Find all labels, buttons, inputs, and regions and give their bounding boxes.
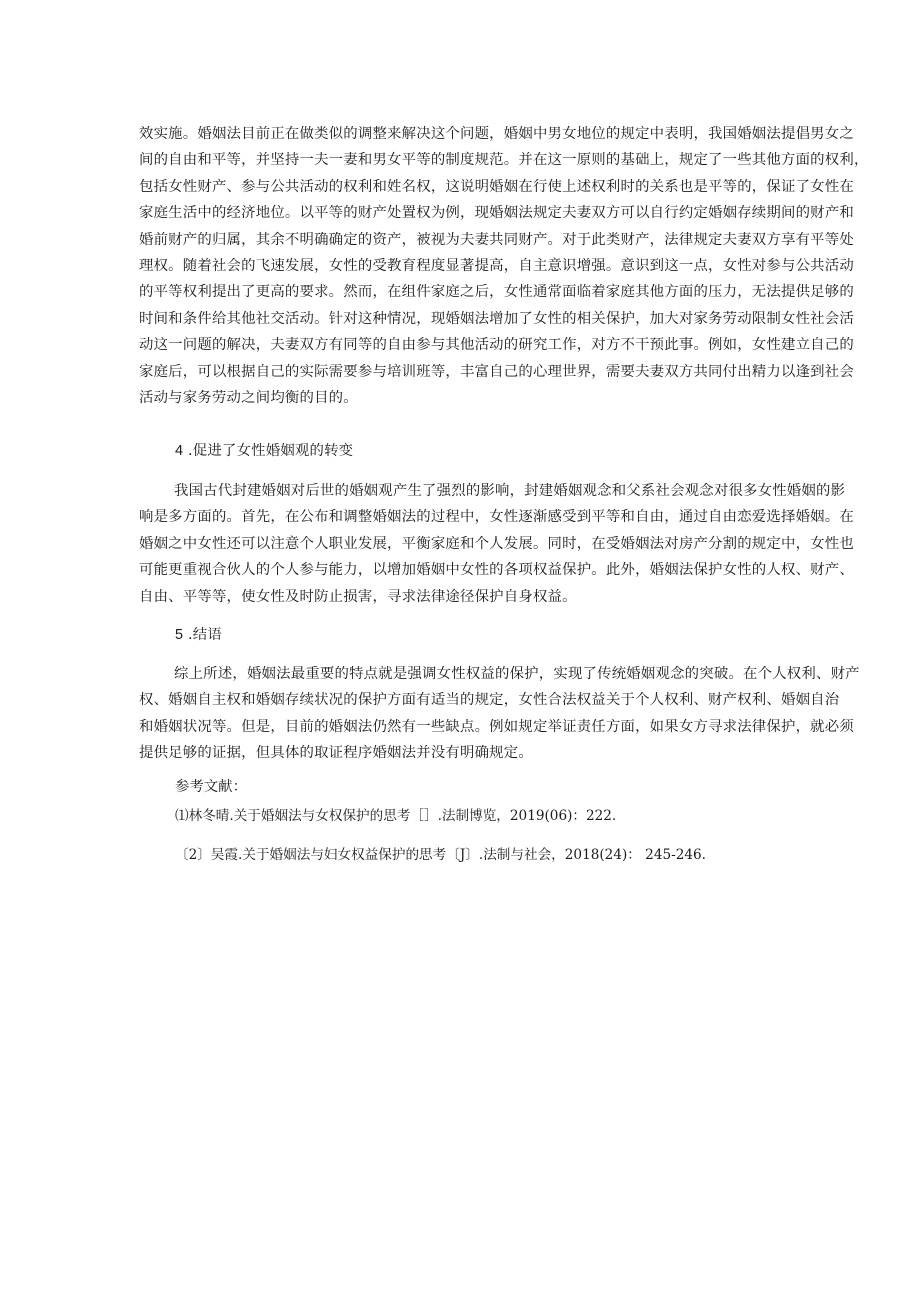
section-5-heading bbox=[175, 622, 222, 648]
paragraph-line: 权、婚姻自主权和婚姻存续状况的保护方面有适当的规定，女性合法权益关于个人权利、财产权利、婚姻自治 bbox=[139, 692, 840, 709]
paragraph-line: 婚姻之中女性还可以注意个人职业发展，平衡家庭和个人发展。同时，在受婚姻法对房产分割的规定中，女性也 bbox=[139, 535, 854, 552]
paragraph-line: 的平等权利提出了更高的要求。然而，在组件家庭之后，女性通常面临着家庭其他方面的压力，无法提供足够的 bbox=[139, 284, 854, 301]
paragraph-line: 间的自由和平等，并坚持一夫一妻和男女平等的制度规范。并在这一原则的基础上，规定了一些其他方面的权利， bbox=[139, 152, 869, 169]
paragraph-line: 和婚姻状况等。但是，目前的婚姻法仍然有一些缺点。例如规定举证责任方面，如果女方寻求法律保护，就必须 bbox=[139, 718, 854, 735]
reference-item: 〔2〕吴霞.关于婚姻法与妇女权益保护的思考〔J〕.法制与社会，2018(24)： 245-246. bbox=[175, 847, 706, 863]
section-4-number: 4 bbox=[175, 443, 184, 459]
paragraph-line: 理权。随着社会的飞速发展，女性的受教育程度显著提高，自主意识增强。意识到这一点，女性对参与公共活动 bbox=[139, 257, 854, 274]
reference-item: ⑴林冬晴.关于婚姻法与女权保护的思考［］.法制博览，2019(06)：222. bbox=[175, 808, 617, 824]
section-4-heading bbox=[175, 438, 353, 464]
paragraph-line: 综上所述，婚姻法最重要的特点就是强调女性权益的保护，实现了传统婚姻观念的突破。在个人权利、财产 bbox=[174, 666, 860, 682]
continuation-paragraph bbox=[139, 121, 869, 411]
paragraph-line: 活动与家务劳动之间均衡的目的。 bbox=[139, 389, 358, 406]
references-label: 参考文献： bbox=[175, 779, 247, 795]
paragraph-line: 效实施。婚姻法目前正在做类似的调整来解决这个问题，婚姻中男女地位的规定中表明，我国婚姻法提倡男女之 bbox=[139, 126, 854, 142]
paragraph-line: 家庭生活中的经济地位。以平等的财产处置权为例，现婚姻法规定夫妻双方可以自行约定婚姻存续期间的财产和 bbox=[139, 205, 854, 222]
paragraph-line: 时间和条件给其他社交活动。针对这种情况，现婚姻法增加了女性的相关保护，加大对家务劳动限制女性社会活 bbox=[139, 310, 854, 327]
paragraph-line: 自由、平等等，使女性及时防止损害，寻求法律途径保护自身权益。 bbox=[139, 588, 577, 605]
paragraph-line: 动这一问题的解决，夫妻双方有同等的自由参与其他活动的研究工作，对方不干预此事。例如，女性建立自己的 bbox=[139, 337, 854, 354]
section-5-title: .结语 bbox=[188, 627, 222, 643]
paragraph-line: 家庭后，可以根据自己的实际需要参与培训班等，丰富自己的心理世界，需要夫妻双方共同付出精力以逢到社会 bbox=[139, 363, 854, 380]
paragraph-line: 包括女性财产、参与公共活动的权利和姓名权，这说明婚姻在行使上述权利时的关系也是平等的，保证了女性在 bbox=[139, 178, 854, 195]
paragraph-line: 响是多方面的。首先，在公布和调整婚姻法的过程中，女性逐渐感受到平等和自由，通过自由恋爱选择婚姻。在 bbox=[139, 509, 854, 526]
section-4-title: .促进了女性婚姻观的转变 bbox=[188, 443, 354, 459]
section-4-paragraph bbox=[139, 478, 854, 610]
paragraph-line: 可能更重视合伙人的个人参与能力，以增加婚姻中女性的各项权益保护。此外，婚姻法保护女性的人权、财产、 bbox=[139, 562, 854, 579]
section-5-paragraph bbox=[139, 661, 860, 767]
paragraph-line: 我国古代封建婚姻对后世的婚姻观产生了强烈的影响，封建婚姻观念和父系社会观念对很多女性婚姻的影 bbox=[174, 483, 846, 499]
paragraph-line: 提供足够的证据，但具体的取证程序婚姻法并没有明确规定。 bbox=[139, 745, 533, 762]
paragraph-line: 婚前财产的归属，其余不明确确定的资产，被视为夫妻共同财产。对于此类财产，法律规定夫妻双方享有平等处 bbox=[139, 231, 854, 248]
section-5-number: 5 bbox=[175, 627, 184, 643]
